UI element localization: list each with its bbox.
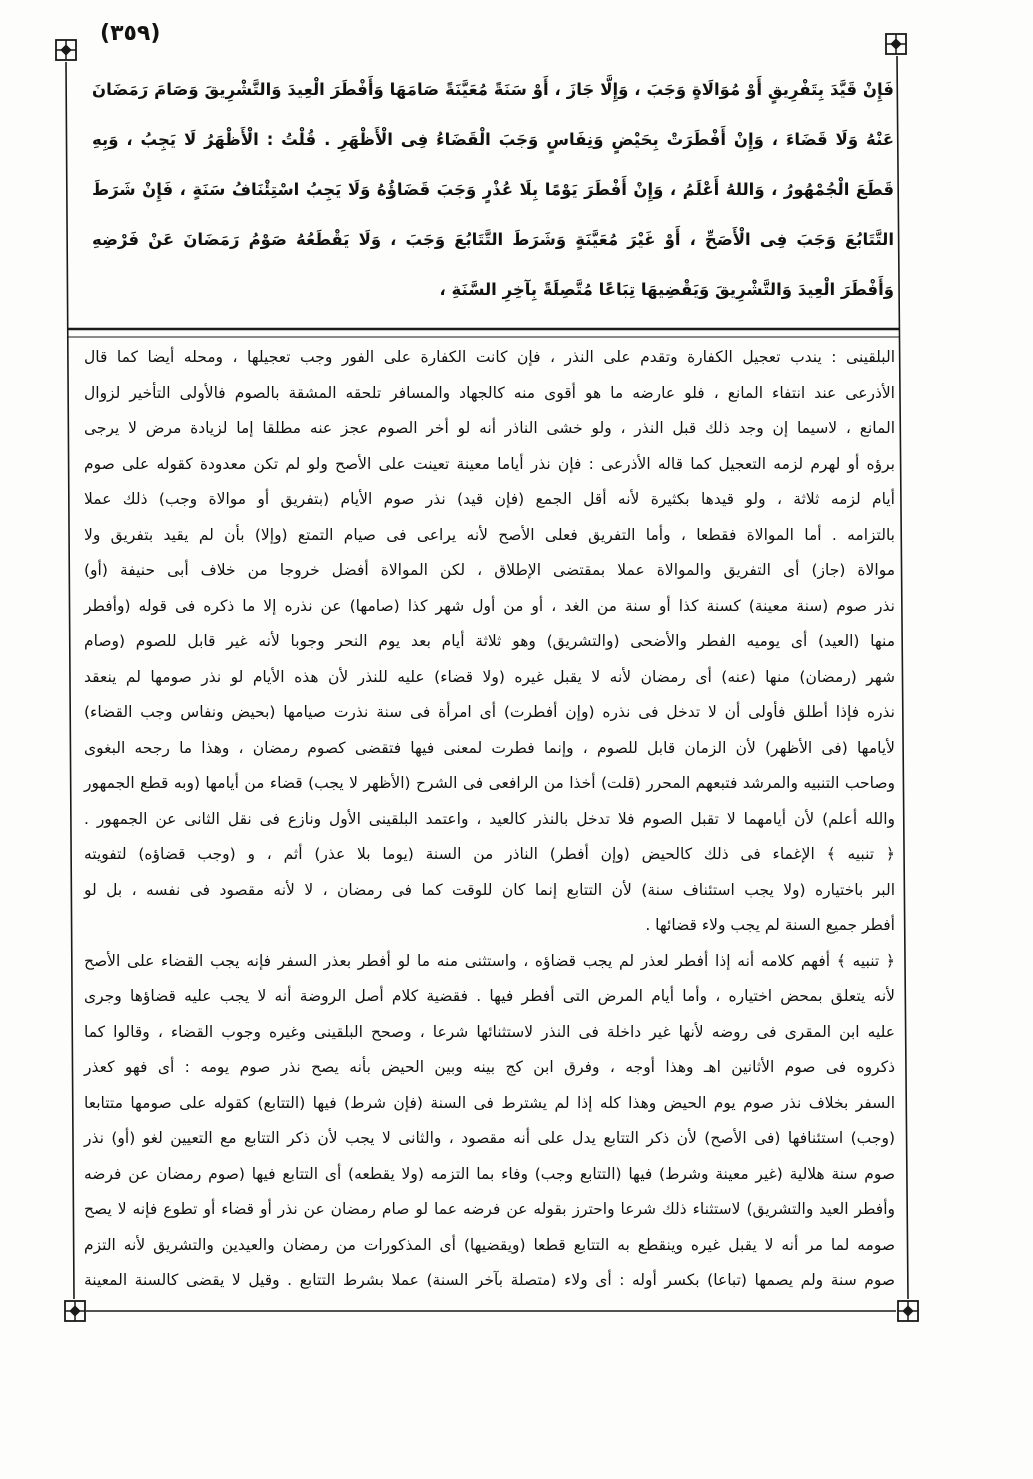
commentary-line: السفر بخلاف نذر صوم يوم الحيض وهذا كله إذا لم يشترط فى السنة (فإن شرط) فيها (التتابع) كقوله على صومها متتابعا (84, 1093, 895, 1112)
commentary-line: والله أعلم) لأن أيامهما لا تقبل الصوم فلا تدخل بالنذر كالعيد ، واعتمد البلقينى الأول ونازع فى نقل الثانى عن الجمهور . (84, 809, 895, 828)
ornament-center (69, 1305, 80, 1316)
ornament-center (902, 1305, 913, 1316)
commentary-line: نذره فإذا أطلق فأولى أن لا تدخل فى نذره (وإن أفطرت) أى امرأة فى سنة نذرت صيامها (بحيض ونفاس وجب القضاء) (84, 703, 895, 721)
matn-line: وَأَفْطَرَ الْعِيدَ وَالتَّشْرِيقَ وَيَقْضِيهَا تِبَاعًا مُتَّصِلَةً بِآخِرِ السَّنَةِ ، (439, 280, 894, 299)
commentary-line: منها (العيد) أى يوميه الفطر والأضحى (والتشريق) وهو ثلاثة أيام بعد يوم النحر وجوبا لأنه غير قابل للصوم (وصام (84, 632, 895, 650)
commentary-line: بالتزامه . أما الموالاة فقطعا ، وأما التفريق فعلى الأصح لأنه يراعى فى صيام التمتع (وإلا) بأن لم يقيد بتفريق ولا (84, 525, 895, 544)
commentary-line: صوم سنة هلالية (غير معينة وشرط) فيها (التتابع وجب) وفاء بما التزمه (ولا يقطعه) أى التتابع فيها (صوم رمضان عن فرضه (84, 1164, 895, 1183)
commentary-line: شهر (رمضان) منها (عنه) أى رمضان لأنه لا يقبل غيره (ولا قضاء) عليه للنذر لأن هذه الأيام لو نذر صومها لم ينعقد (84, 667, 895, 686)
commentary-line: برؤه أو لهرم لزمه التعجيل كما قاله الأذرعى : فإن نذر أياما معينة تعينت على الأصح ولو لم تكن معدودة كقوله على صوم (84, 454, 895, 473)
commentary-line: ذكروه فى صوم الأثانين اهـ وهذا أوجه ، وفرق ابن كج بينه وبين الحيض بأنه يصح نذر صوم يومه : أى فهو كعذر (84, 1058, 895, 1076)
matn-line: قَطَعَ الْجُمْهُورُ ، وَاللهُ أَعْلَمُ ، وَإِنْ أَفْطَرَ يَوْمًا بِلَا عُذْرٍ وَجَبَ قَضَاؤُهُ وَلَا يَجِبُ اسْتِئْنَافُ سَنَةٍ ، فَإِنْ شَرَطَ (92, 180, 894, 199)
commentary-line: عليه ابن المقرى فى روضه لأنها غير داخلة فى النذر لاستثنائها شرعا ، وصحح البلقينى وغيره وجوب القضاء ، وقالوا كما (84, 1022, 895, 1041)
commentary-line: (وجب) استئنافها (فى الأصح) لأن ذكر التتابع يدل على أنه مقصود ، والثانى لا يجب لأن ذكر التتابع مع التعيين لغو (أو) نذر (84, 1129, 895, 1147)
corner-ornament-icon (56, 40, 76, 60)
matn-line: فَإِنْ قَيَّدَ بِتَفْرِيقٍ أَوْ مُوَالَاةٍ وَجَبَ ، وَإِلَّا جَازَ ، أَوْ سَنَةً مُعَيَّنَةً صَامَهَا وَأَفْطَرَ الْعِيدَ وَالتَّشْرِيقَ وَصَامَ رَمَضَانَ (92, 80, 894, 99)
matn-line: التَّتَابُعَ وَجَبَ فِى الْأَصَحِّ ، أَوْ غَيْرَ مُعَيَّنَةٍ وَشَرَطَ التَّتَابُعَ وَجَبَ ، وَلَا يَقْطَعُهُ صَوْمُ رَمَضَانَ عَنْ فَرْضِهِ (92, 230, 894, 249)
commentary-line: البلقينى : يندب تعجيل الكفارة وتقدم على النذر ، فإن كانت الكفارة على الفور وجب تعجيلها ، ومحله أيضا كما قال (84, 348, 895, 366)
ornament-center (890, 38, 901, 49)
commentary-line: أيام لزمه ثلاثة ، ولو قيدها بكثيرة لأنه أقل الجمع (فإن قيد) نذر صوم الأيام (بتفريق أو موالاة وجب) ذلك عملا (84, 490, 895, 508)
commentary-line: صومه لما مر أنه لا يقبل غيره وينقطع به التتابع قطعا (ويقضيها) أى المذكورات من رمضان والعيدين والتشريق لأنه التزم (84, 1235, 895, 1254)
ornament-center (60, 44, 71, 55)
commentary-line: نذر صوم (سنة معينة) كسنة كذا أو سنة من الغد ، أو من أول شهر كذا (صامها) عن نذره إلا ما ذكره فى قوله (وأفطر (84, 596, 895, 615)
commentary-line: أفطر جميع السنة لم يجب ولاء قضائها . (645, 916, 895, 934)
commentary-line: صوم سنة ولم يصمها (تباعا) بكسر أوله : أى ولاء (متصلة بآخر السنة) عملا بشرط التتابع . وقيل لا يقضى كالسنة المعينة (84, 1271, 895, 1289)
commentary-line: البر باختياره (ولا يجب استئناف سنة) لأن التتابع إنما كان للوقت كما فى رمضان ، لا لأنه مقصود فى نفسه ، بل لو (84, 880, 895, 899)
commentary-text (84, 340, 895, 1299)
commentary-line: موالاة (جاز) أى التفريق والموالاة عملا بمقتضى الإطلاق ، لكن الموالاة أفضل خروجا من خلاف أبى حنيفة (أو) (84, 561, 895, 579)
commentary-line: المانع ، لاسيما إن وجد ذلك قبل النذر ، ولو خشى الناذر أنه لو أخر الصوم عجز عنه مطلقا إما لزيادة مرض لا يرجى (84, 419, 895, 437)
commentary-line: لأيامها (فى الأظهر) لأن الزمان قابل للصوم ، وإنما فطرت لمعنى فيها فتقضى كصوم رمضان ، وهذا ما رجحه البغوى (84, 738, 895, 757)
matn-line: عَنْهُ وَلَا قَضَاءَ ، وَإِنْ أَفْطَرَتْ بِحَيْضٍ وَنِفَاسٍ وَجَبَ الْقَضَاءُ فِى الْأَظْهَرِ . قُلْتُ : الْأَظْهَرُ لَا يَجِبُ ، وَبِهِ (92, 130, 894, 149)
commentary-line: ﴿ تنبيه ﴾ الإغماء فى ذلك كالحيض (وإن أفطر) الناذر من السنة (يوما بلا عذر) أثم ، و (وجب قضاؤه) لتفويته (84, 845, 895, 863)
corner-ornament-icon (898, 1301, 918, 1321)
corner-ornament-icon (65, 1301, 85, 1321)
commentary-line: ﴿ تنبيه ﴾ أفهم كلامه أنه إذا أفطر لعذر لم يجب قضاؤه ، واستثنى منه ما لو أفطر بعذر السفر فإنه يجب القضاء على الأصح (84, 951, 895, 970)
commentary-line: الأذرعى عند انتفاء المانع ، فلو عارضه ما هو أقوى منه كالجهاد والمسافر تلحقه المشقة بالصوم فالأولى التأخير لزوال (84, 383, 895, 402)
frame-line-left (66, 62, 74, 1299)
commentary-line: وأفطر العيد والتشريق) لاستثناء ذلك شرعا واحترز بقوله عن فرضه عما لو صام رمضان عن نذر أو قضاء أو تطوع فإنه لا يصح (84, 1200, 895, 1218)
commentary-line: وصاحب التنبيه والمرشد فتبعهم المحرر (قلت) أخذا من الرافعى فى الشرح (الأظهر لا يجب) قضاء من أيامها (وبه قطع الجمهور (84, 774, 895, 792)
corner-ornament-icon (886, 34, 906, 54)
commentary-line: لأنه يتعلق بمحض اختياره ، وأما أيام المرض التى أفطر فيها . فقضية كلام أصل الروضة أنه لا يجب عليه قضاؤها وجرى (84, 987, 895, 1005)
matn-text (92, 65, 894, 315)
frame-line-right (897, 56, 908, 1299)
page-number: (٣٥٩) (100, 21, 161, 46)
